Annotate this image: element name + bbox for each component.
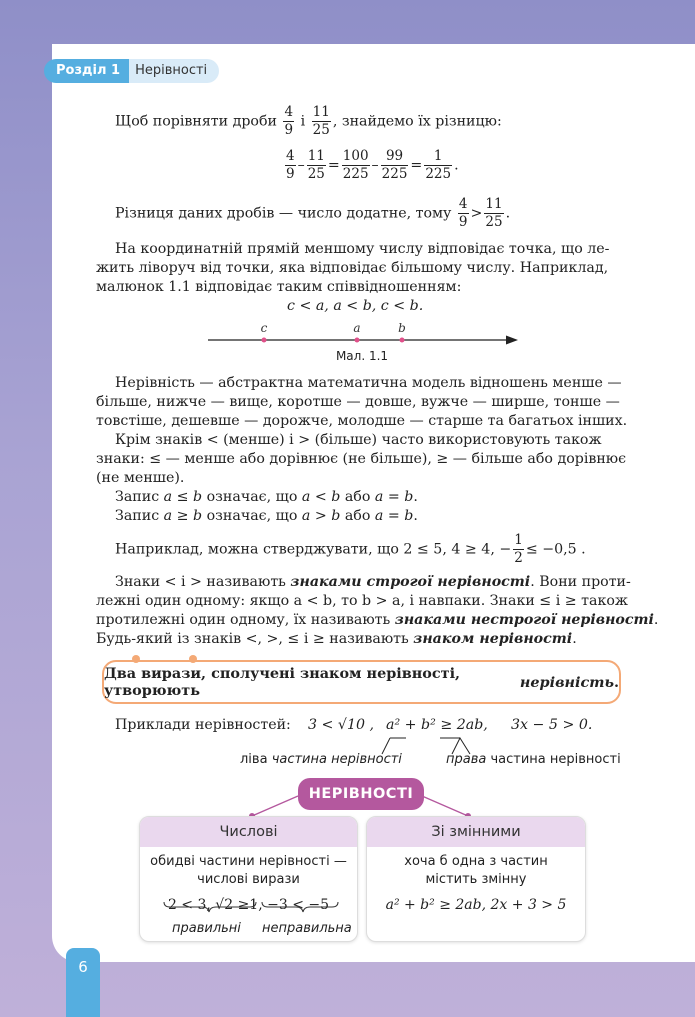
coord-para-line-3: малюнок 1.1 відповідає таким співвідношенням: [96,279,462,295]
fraction-4-9: $\frac{4}{9}$ [284,104,294,138]
diagram-title-badge: НЕРІВНОСТІ [298,778,424,810]
numeric-box-desc: обидві частини нерівності — числові вирази [150,854,347,887]
number-line [200,318,524,368]
left-part-label: ліва частина нерівності [240,752,402,767]
signs-para-line-3: (не менше). [96,470,185,486]
label-a: a [353,321,361,335]
example-sqrt: 3 < √10 , [308,717,375,733]
record-le: Запис a ≤ b означає, що a < b або a = b. [115,489,418,505]
point-b [400,338,405,343]
signs-para-line-1: Крім знаків < (менше) і > (більше) часто використовують також [115,432,602,448]
numeric-box-formula: 2 < 3, √2 ≥1, −3 < −5 [167,897,330,913]
page-number: 6 [66,948,100,1017]
strict-line-3: протилежні один одному, їх називають знаками нестрогої нерівності. [96,612,659,628]
strict-line-2: лежні один одному: якщо a < b, то b > a, і навпаки. Знаки ≤ і ≥ також [96,593,628,609]
ineq-para-line-2: більше, нижче — вище, коротше — довше, вужче — ширше, тонше — [96,394,620,410]
figure-caption: Мал. 1.1 [335,349,389,363]
coord-para-line-2: жить ліворуч від точки, яка відповідає більшому числу. Наприклад, [96,260,609,276]
label-b: b [398,321,406,335]
intro-line-3: Різниця даних дробів — число додатне, тому $\frac{4}{9}$ > $\frac{11}{25}$ . [115,196,511,230]
topic-label: Нерівності [129,59,219,83]
numeric-box-head: Числові [140,817,357,847]
difference-equation: $\frac{4}{9}$ – $\frac{11}{25}$ = $\frac{100}{225}$ – $\frac{99}{225}$ = $\frac{1}{225}$ . [286,148,459,182]
section-tab [44,59,219,83]
intro-line-1: Щоб порівняти дроби $\frac{4}{9}$ і $\frac{11}{25}$ , знайдемо їх різницю: [115,104,502,138]
strict-line-4: Будь-який із знаків <, >, ≤ і ≥ називають знаком нерівності. [96,631,577,647]
relations: c < a, a < b, c < b. [287,298,424,314]
right-part-label: права частина нерівності [446,752,621,767]
record-ge: Запис a ≥ b означає, що a > b або a = b. [115,508,418,524]
point-c [262,338,267,343]
strict-line-1: Знаки < і > називають знаками строгої нерівності. Вони проти- [115,574,631,590]
label-c: c [260,321,268,335]
examples-label: Приклади нерівностей: [115,717,291,733]
example-ab: a² + b² ≥ 2ab, [386,717,488,733]
signs-para-line-2: знаки: ≤ — менше або дорівнює (не більше), ≥ — більше або дорівнює [96,451,627,467]
definition-box: Два вирази, сполучені знаком нерівності, утворюють нерівність . [102,660,621,704]
example-line: Наприклад, можна стверджувати, що 2 ≤ 5, 4 ≥ 4, − $\frac{1}{2}$ ≤ −0,5 . [115,532,586,566]
incorrect-label: неправильна [262,921,352,936]
ineq-para-line-3: товстіше, дешевше — дорожче, молодше — старше та багатьох інших. [96,413,628,429]
variable-box-formula: a² + b² ≥ 2ab, 2x + 3 > 5 [385,897,567,913]
fraction-11-25: $\frac{11}{25}$ [312,104,330,138]
variable-box-desc: хоча б одна з частин містить змінну [404,854,548,887]
section-label: Розділ 1 [44,59,129,83]
correct-label: правильні [172,921,241,936]
variable-box-head: Зі змінними [367,817,585,847]
example-linear: 3x − 5 > 0. [511,717,593,733]
numeric-braces [162,901,342,913]
point-a [355,338,360,343]
coord-para-line-1: На координатній прямій меншому числу відповідає точка, що ле- [115,241,610,257]
ineq-para-line-1: Нерівність — абстрактна математична модель відношень менше — [115,375,622,391]
variable-inequalities-box [366,816,586,942]
numeric-inequalities-box [139,816,358,942]
